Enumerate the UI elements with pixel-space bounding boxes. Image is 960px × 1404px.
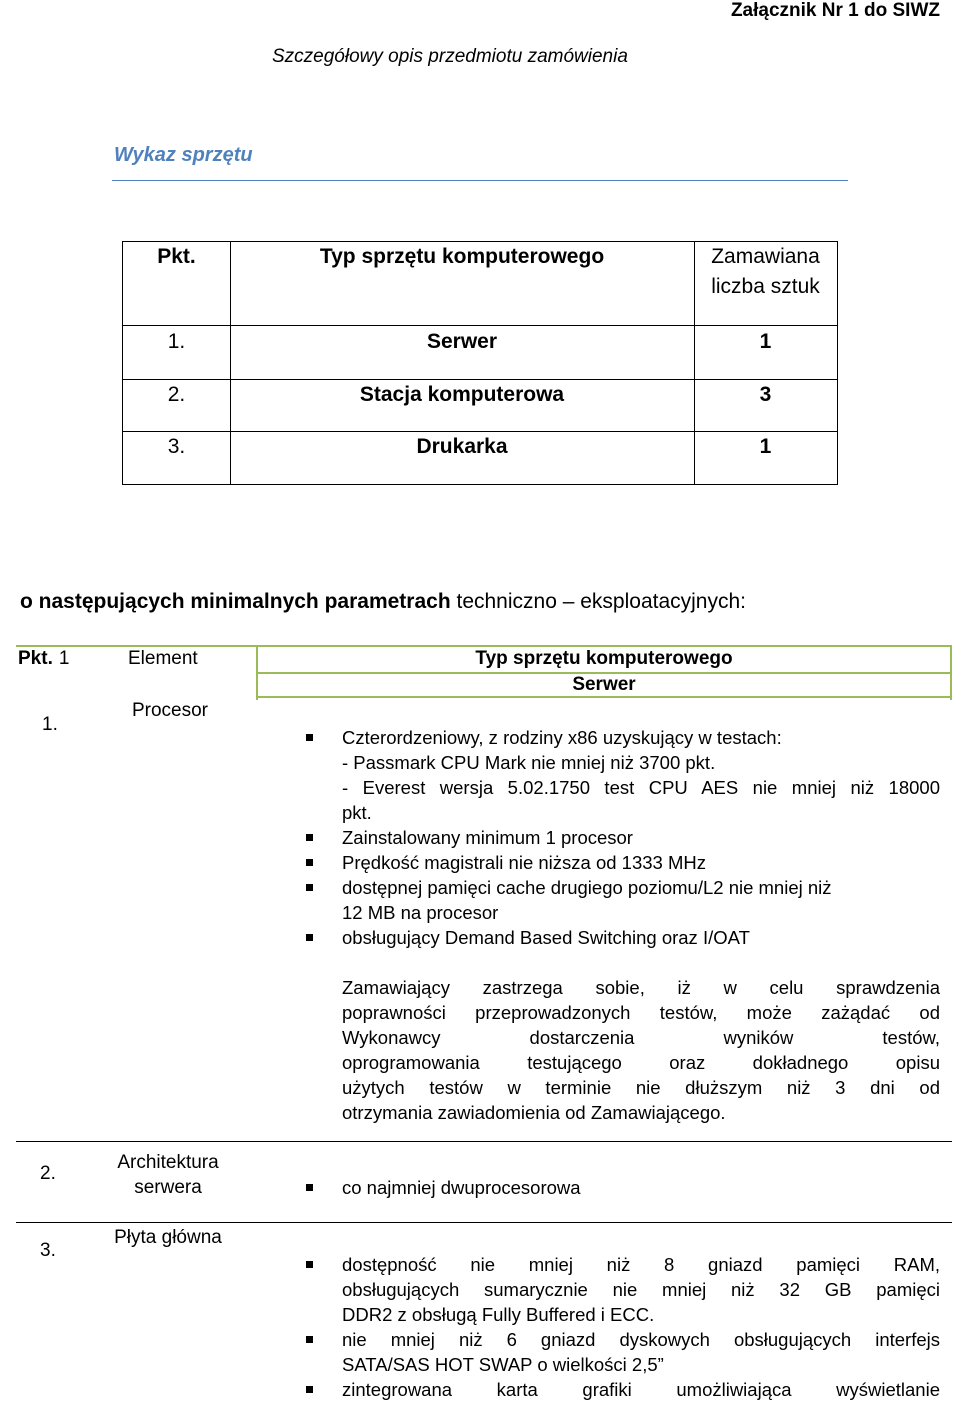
spec-bullet: dostępnej pamięci cache drugiego poziomu/L2 nie mniej niż 12 MB na procesor (300, 875, 940, 925)
row-number: 1. (42, 714, 58, 735)
summary-row-pkt: 2. (167, 383, 186, 406)
section-title: Wykaz sprzętu (114, 144, 253, 166)
summary-header-type: Typ sprzętu komputerowego (319, 245, 605, 268)
summary-row-qty: 3 (759, 383, 772, 406)
params-table-top-border (16, 645, 952, 647)
document-subtitle: Szczegółowy opis przedmiotu zamówienia (272, 46, 628, 67)
row-separator (16, 1222, 952, 1223)
section-underline (112, 180, 848, 181)
summary-header-qty-line2: liczba sztuk (711, 275, 820, 298)
spec-bullet: obsługujący Demand Based Switching oraz I/OAT (300, 925, 940, 950)
spec-bullet: zintegrowana karta grafiki umożliwiająca wyświetlanie (300, 1377, 940, 1402)
summary-row-pkt: 1. (167, 330, 186, 353)
row-separator (16, 1141, 952, 1142)
verification-note: Zamawiający zastrzega sobie, iż w celu sprawdzenia poprawności przeprowadzonych testów, może zażądać od Wykonawcy dostarczenia wyników testów, oprogramowania testującego oraz dokładnego opisu użytych testów w terminie nie dłuższym niż 3 dni od otrzymania zawiadomienia od Zamawiającego. (342, 977, 940, 1123)
row-element: Płyta główna (114, 1227, 222, 1248)
params-header-element: Element (128, 648, 198, 669)
row-number: 3. (40, 1240, 56, 1261)
spec-bullet: Zainstalowany minimum 1 procesor (300, 825, 940, 850)
annex-label: Załącznik Nr 1 do SIWZ (730, 0, 940, 21)
summary-header-qty-line1: Zamawiana (711, 245, 820, 268)
summary-row-qty: 1 (759, 435, 772, 458)
summary-row-type: Stacja komputerowa (359, 383, 565, 406)
row-element: Procesor (131, 700, 209, 721)
row-description (300, 725, 940, 1125)
summary-row-type: Serwer (426, 330, 498, 353)
spec-bullet: Prędkość magistrali nie niższa od 1333 MHz (300, 850, 940, 875)
summary-row-pkt: 3. (167, 435, 186, 458)
summary-row-qty: 1 (759, 330, 772, 353)
row-description (300, 1175, 940, 1200)
spec-bullet: Czterordzeniowy, z rodziny x86 uzyskujący w testach: - Passmark CPU Mark nie mniej niż 3700 pkt. - Everest wersja 5.02.1750 test CPU AES nie mniej niż 18000 pkt. (300, 725, 940, 825)
row-description (300, 1252, 940, 1402)
params-heading-bold: o następujących minimalnych parametrach (20, 590, 451, 613)
params-header-device: Serwer (572, 674, 636, 695)
params-header-type: Typ sprzętu komputerowego (475, 648, 733, 669)
spec-bullet: co najmniej dwuprocesorowa (300, 1175, 940, 1200)
spec-bullet: dostępność nie mniej niż 8 gniazd pamięci RAM, obsługujących sumarycznie nie mniej niż 32 GB pamięci DDR2 z obsługą Fully Buffered i ECC. (300, 1252, 940, 1327)
row-element: Architektura serwera (117, 1152, 219, 1198)
summary-header-pkt: Pkt. (157, 245, 196, 268)
row-number: 2. (40, 1163, 56, 1184)
params-heading (20, 590, 746, 614)
summary-row-type: Drukarka (416, 435, 508, 458)
params-heading-normal: techniczno – eksploatacyjnych: (450, 590, 746, 613)
spec-bullet: nie mniej niż 6 gniazd dyskowych obsługujących interfejs SATA/SAS HOT SWAP o wielkości 2,5” (300, 1327, 940, 1377)
params-header-pkt: Pkt. 1 (18, 648, 70, 669)
equipment-summary-table (122, 241, 838, 485)
